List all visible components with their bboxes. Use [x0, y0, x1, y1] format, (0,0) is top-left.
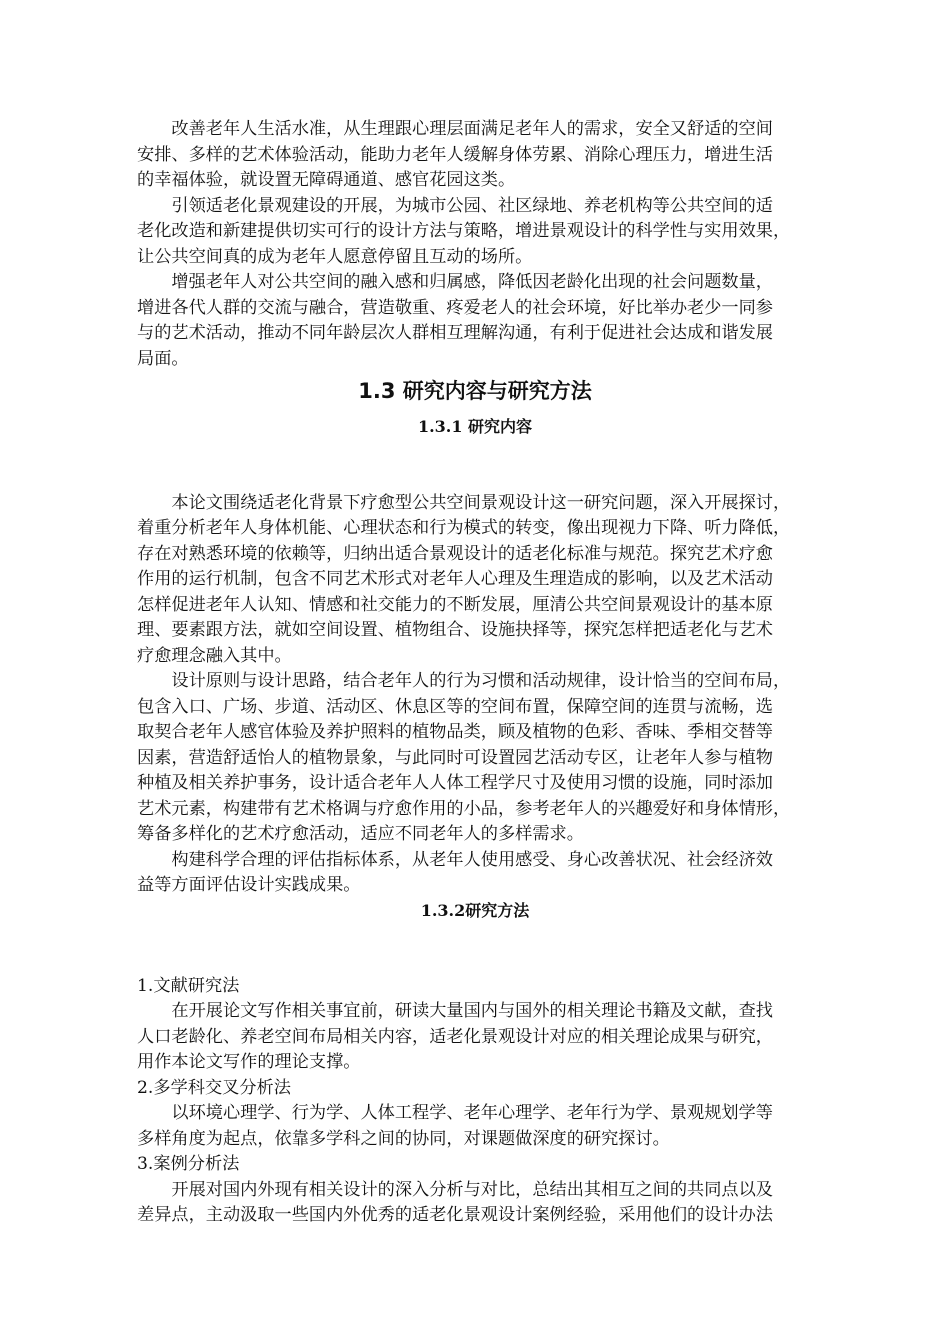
- method-heading: 1.文献研究法: [137, 976, 240, 996]
- text-line: 着重分析老年人身体机能、心理状态和行为模式的转变，像出现视力下降、听力降低，: [137, 518, 791, 538]
- text-line: 益等方面评估设计实践成果。: [137, 875, 361, 895]
- text-line: 作用的运行机制，包含不同艺术形式对老年人心理及生理造成的影响，以及艺术活动: [137, 569, 773, 589]
- text-line: 筹备多样化的艺术疗愈活动，适应不同老年人的多样需求。: [137, 824, 584, 844]
- text-line: 与的艺术活动，推动不同年龄层次人群相互理解沟通，有利于促进社会达成和谐发展: [137, 323, 773, 343]
- text-line: 艺术元素，构建带有艺术格调与疗愈作用的小品，参考老年人的兴趣爱好和身体情形，: [137, 799, 791, 819]
- subsection-heading-methods: 1.3.2研究方法: [420, 901, 530, 920]
- text-line: 改善老年人生活水准，从生理跟心理层面满足老年人的需求，安全又舒适的空间: [137, 119, 773, 139]
- text-line: 因素，营造舒适怡人的植物景象，与此同时可设置园艺活动专区，让老年人参与植物: [137, 748, 773, 768]
- text-line: 怎样促进老年人认知、情感和社交能力的不断发展，厘清公共空间景观设计的基本原: [137, 595, 773, 615]
- text-line: 种植及相关养护事务，设计适合老年人人体工程学尺寸及使用习惯的设施，同时添加: [137, 773, 773, 793]
- text-line: 以环境心理学、行为学、人体工程学、老年心理学、老年行为学、景观规划学等: [137, 1103, 773, 1123]
- text-line: 理、要素跟方法，就如空间设置、植物组合、设施抉择等，探究怎样把适老化与艺术: [137, 620, 773, 640]
- text-line: 增进各代人群的交流与融合，营造敬重、疼爱老人的社会环境，好比举办老少一同参: [137, 298, 773, 318]
- text-line: 本论文围绕适老化背景下疗愈型公共空间景观设计这一研究问题，深入开展探讨，: [137, 493, 791, 513]
- text-line: 增强老年人对公共空间的融入感和归属感，降低因老龄化出现的社会问题数量，: [137, 272, 773, 292]
- text-line: 局面。: [137, 349, 189, 369]
- text-line: 疗愈理念融入其中。: [137, 646, 292, 666]
- text-line: 构建科学合理的评估指标体系，从老年人使用感受、身心改善状况、社会经济效: [137, 850, 773, 870]
- text-line: 在开展论文写作相关事宜前，研读大量国内与国外的相关理论书籍及文献，查找: [137, 1001, 773, 1021]
- text-line: 的幸福体验，就设置无障碍通道、感官花园这类。: [137, 170, 516, 190]
- text-line: 存在对熟悉环境的依赖等，归纳出适合景观设计的适老化标准与规范。探究艺术疗愈: [137, 544, 773, 564]
- text-line: 开展对国内外现有相关设计的深入分析与对比，总结出其相互之间的共同点以及: [137, 1180, 773, 1200]
- text-line: 人口老龄化、养老空间布局相关内容，适老化景观设计对应的相关理论成果与研究，: [137, 1027, 773, 1047]
- method-heading: 2.多学科交叉分析法: [137, 1078, 291, 1098]
- method-heading: 3.案例分析法: [137, 1154, 240, 1174]
- text-line: 引领适老化景观建设的开展，为城市公园、社区绿地、养老机构等公共空间的适: [137, 196, 773, 216]
- text-line: 差异点，主动汲取一些国内外优秀的适老化景观设计案例经验，采用他们的设计办法: [137, 1205, 773, 1225]
- text-line: 老化改造和新建提供切实可行的设计方法与策略，增进景观设计的科学性与实用效果，: [137, 221, 791, 241]
- text-line: 包含入口、广场、步道、活动区、休息区等的空间布置，保障空间的连贯与流畅，选: [137, 697, 773, 717]
- section-heading: 1.3 研究内容与研究方法: [358, 379, 592, 403]
- text-line: 设计原则与设计思路，结合老年人的行为习惯和活动规律，设计恰当的空间布局，: [137, 671, 791, 691]
- text-line: 多样角度为起点，依靠多学科之间的协同，对课题做深度的研究探讨。: [137, 1129, 670, 1149]
- text-line: 让公共空间真的成为老年人愿意停留且互动的场所。: [137, 247, 533, 267]
- text-line: 取契合老年人感官体验及养护照料的植物品类，顾及植物的色彩、香味、季相交替等: [137, 722, 773, 742]
- text-line: 用作本论文写作的理论支撑。: [137, 1052, 361, 1072]
- text-line: 安排、多样的艺术体验活动，能助力老年人缓解身体劳累、消除心理压力，增进生活: [137, 145, 773, 165]
- subsection-heading-content: 1.3.1 研究内容: [417, 417, 533, 436]
